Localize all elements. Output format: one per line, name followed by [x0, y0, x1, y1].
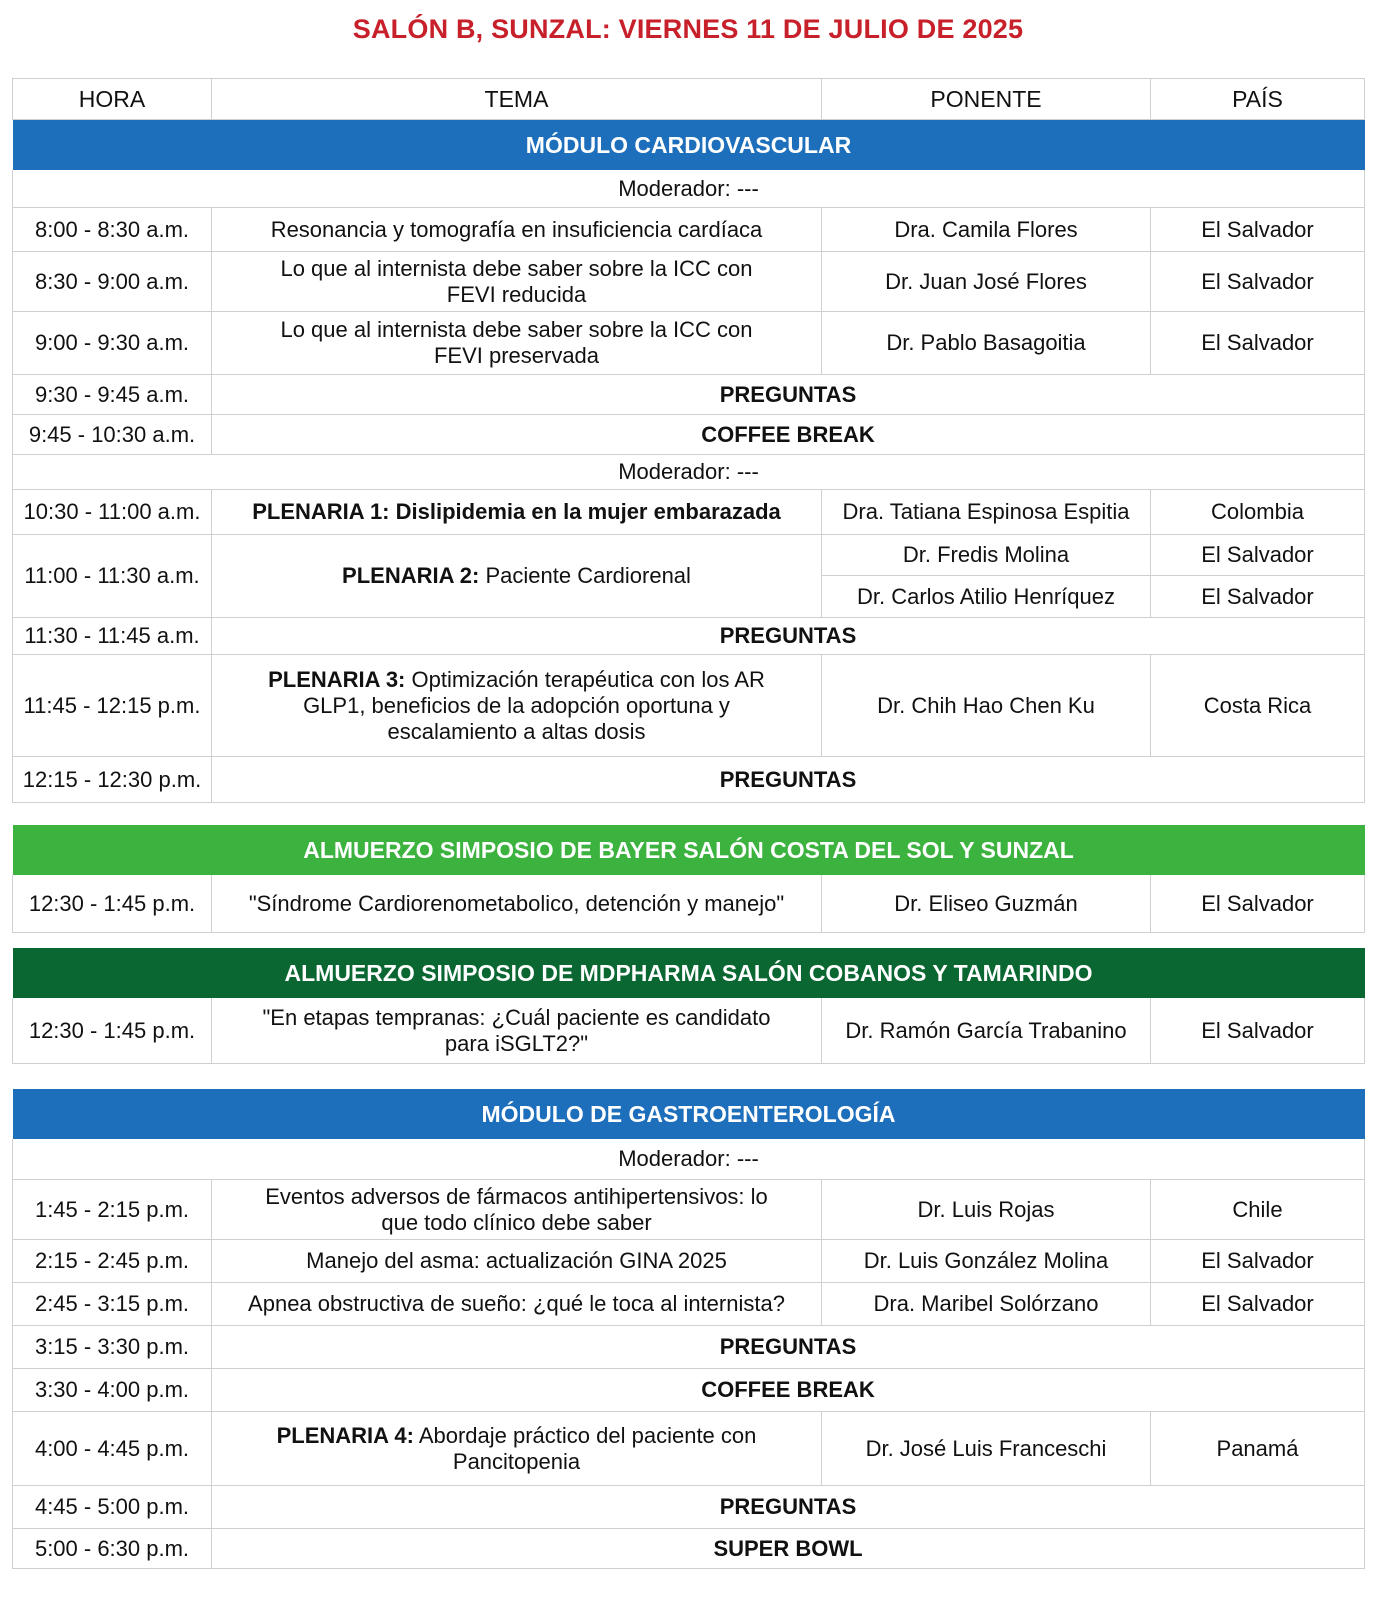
topic-line: GLP1, beneficios de la adopción oportuna y — [303, 692, 730, 718]
speaker-cell: Dr. Chih Hao Chen Ku — [822, 655, 1151, 757]
time-cell: 9:00 - 9:30 a.m. — [13, 312, 212, 375]
header-hora: HORA — [13, 79, 212, 120]
moderator-label: Moderador: --- — [13, 455, 1365, 490]
speaker-cell: Dr. Pablo Basagoitia — [822, 312, 1151, 375]
topic-cell — [212, 490, 822, 535]
country-cell: Costa Rica — [1151, 655, 1365, 757]
plenary-topic: Abordaje práctico del paciente con — [413, 1422, 757, 1448]
topic-cell: Manejo del asma: actualización GINA 2025 — [212, 1240, 822, 1283]
cardio-schedule-table — [12, 78, 1365, 803]
plenary-label: PLENARIA 2: — [342, 563, 480, 588]
topic-line: escalamiento a altas dosis — [387, 718, 646, 744]
header-pais: PAÍS — [1151, 79, 1365, 120]
topic-line: Eventos adversos de fármacos antihipertensivos: lo — [265, 1183, 768, 1209]
time-cell: 3:30 - 4:00 p.m. — [13, 1369, 212, 1412]
time-cell: 3:15 - 3:30 p.m. — [13, 1326, 212, 1369]
header-tema: TEMA — [212, 79, 822, 120]
time-cell: 4:00 - 4:45 p.m. — [13, 1412, 212, 1486]
time-cell: 12:30 - 1:45 p.m. — [13, 998, 212, 1064]
table-row — [13, 1180, 1365, 1240]
plenary-label: PLENARIA 1: — [252, 499, 390, 524]
coffee-break-row — [13, 415, 1365, 455]
questions-label: PREGUNTAS — [212, 757, 1365, 803]
time-cell: 12:30 - 1:45 p.m. — [13, 875, 212, 933]
bayer-symposium-table — [12, 824, 1365, 933]
time-cell: 8:00 - 8:30 a.m. — [13, 208, 212, 252]
time-cell: 11:30 - 11:45 a.m. — [13, 618, 212, 655]
country-cell: Colombia — [1151, 490, 1365, 535]
country-cell: El Salvador — [1151, 1240, 1365, 1283]
table-row — [13, 875, 1365, 933]
country-cell: El Salvador — [1151, 208, 1365, 252]
questions-row — [13, 618, 1365, 655]
module-title: MÓDULO DE GASTROENTEROLOGÍA — [13, 1089, 1365, 1139]
plenary-topic: Optimización terapéutica con los AR — [405, 666, 765, 692]
questions-label: PREGUNTAS — [212, 618, 1365, 655]
time-cell: 10:30 - 11:00 a.m. — [13, 490, 212, 535]
speaker-cell: Dra. Maribel Solórzano — [822, 1283, 1151, 1326]
symposium-bar — [13, 825, 1365, 875]
topic-cell — [212, 1180, 822, 1240]
speaker-cell: Dr. Carlos Atilio Henríquez — [822, 576, 1151, 618]
time-cell: 12:15 - 12:30 p.m. — [13, 757, 212, 803]
speaker-cell: Dr. Juan José Flores — [822, 252, 1151, 312]
table-row — [13, 252, 1365, 312]
topic-line: "En etapas tempranas: ¿Cuál paciente es candidato — [262, 1004, 771, 1030]
time-cell: 2:45 - 3:15 p.m. — [13, 1283, 212, 1326]
time-cell: 11:45 - 12:15 p.m. — [13, 655, 212, 757]
topic-cell — [212, 655, 822, 757]
table-row — [13, 208, 1365, 252]
moderator-row — [13, 170, 1365, 208]
questions-row — [13, 1486, 1365, 1529]
moderator-row — [13, 1139, 1365, 1180]
topic-line: Lo que al internista debe saber sobre la ICC con — [280, 317, 753, 342]
table-row — [13, 1283, 1365, 1326]
topic-cell: Apnea obstructiva de sueño: ¿qué le toca al internista? — [212, 1283, 822, 1326]
topic-line: FEVI reducida — [446, 281, 587, 307]
topic-line — [218, 1423, 815, 1449]
time-cell: 5:00 - 6:30 p.m. — [13, 1529, 212, 1569]
speaker-cell: Dr. Ramón García Trabanino — [822, 998, 1151, 1064]
country-cell: El Salvador — [1151, 576, 1365, 618]
symposium-title: ALMUERZO SIMPOSIO DE MDPHARMA SALÓN COBANOS Y TAMARINDO — [13, 948, 1365, 998]
coffee-break-label: COFFEE BREAK — [212, 1369, 1365, 1412]
header-row — [13, 79, 1365, 120]
topic-cell: Resonancia y tomografía en insuficiencia cardíaca — [212, 208, 822, 252]
speaker-cell: Dr. Luis Rojas — [822, 1180, 1151, 1240]
moderator-row — [13, 455, 1365, 490]
plenary-topic: Dislipidemia en la mujer embarazada — [389, 499, 781, 524]
questions-row — [13, 375, 1365, 415]
questions-row — [13, 757, 1365, 803]
plenary-topic: Paciente Cardiorenal — [479, 563, 691, 588]
symposium-title: ALMUERZO SIMPOSIO DE BAYER SALÓN COSTA DEL SOL Y SUNZAL — [13, 825, 1365, 875]
topic-line: para iSGLT2?" — [444, 1030, 589, 1056]
topic-line: Pancitopenia — [452, 1448, 581, 1474]
speaker-cell: Dra. Camila Flores — [822, 208, 1151, 252]
country-cell: Panamá — [1151, 1412, 1365, 1486]
plenary-row — [13, 490, 1365, 535]
questions-label: PREGUNTAS — [212, 375, 1365, 415]
time-cell: 1:45 - 2:15 p.m. — [13, 1180, 212, 1240]
time-cell: 8:30 - 9:00 a.m. — [13, 252, 212, 312]
speaker-cell: Dra. Tatiana Espinosa Espitia — [822, 490, 1151, 535]
page-title: SALÓN B, SUNZAL: VIERNES 11 DE JULIO DE 2025 — [352, 14, 1024, 44]
plenary-row — [13, 535, 1365, 576]
speaker-cell: Dr. Fredis Molina — [822, 535, 1151, 576]
speaker-cell: Dr. José Luis Franceschi — [822, 1412, 1151, 1486]
country-cell: El Salvador — [1151, 998, 1365, 1064]
time-cell: 2:15 - 2:45 p.m. — [13, 1240, 212, 1283]
questions-label: PREGUNTAS — [212, 1486, 1365, 1529]
moderator-label: Moderador: --- — [13, 1139, 1365, 1180]
topic-line: FEVI preservada — [433, 343, 600, 368]
country-cell: Chile — [1151, 1180, 1365, 1240]
symposium-bar — [13, 948, 1365, 998]
country-cell: El Salvador — [1151, 535, 1365, 576]
country-cell: El Salvador — [1151, 875, 1365, 933]
super-bowl-row — [13, 1529, 1365, 1569]
plenary-row — [13, 1412, 1365, 1486]
time-cell: 11:00 - 11:30 a.m. — [13, 535, 212, 618]
country-cell: El Salvador — [1151, 252, 1365, 312]
coffee-break-label: COFFEE BREAK — [212, 415, 1365, 455]
topic-line — [218, 667, 815, 693]
table-row — [13, 312, 1365, 375]
plenary-label: PLENARIA 4: — [276, 1422, 414, 1448]
country-cell: El Salvador — [1151, 1283, 1365, 1326]
topic-cell — [212, 312, 822, 375]
topic-cell: "Síndrome Cardiorenometabolico, detención y manejo" — [212, 875, 822, 933]
gastro-schedule-table — [12, 1088, 1365, 1569]
mdpharma-symposium-table — [12, 947, 1365, 1064]
topic-cell — [212, 252, 822, 312]
module-bar — [13, 120, 1365, 170]
topic-line: Lo que al internista debe saber sobre la ICC con — [280, 255, 753, 281]
module-bar — [13, 1089, 1365, 1139]
plenary-row — [13, 655, 1365, 757]
speaker-cell: Dr. Luis González Molina — [822, 1240, 1151, 1283]
topic-cell — [212, 998, 822, 1064]
super-bowl-label: SUPER BOWL — [212, 1529, 1365, 1569]
time-cell: 4:45 - 5:00 p.m. — [13, 1486, 212, 1529]
plenary-label: PLENARIA 3: — [268, 666, 406, 692]
country-cell: El Salvador — [1151, 312, 1365, 375]
table-row — [13, 1240, 1365, 1283]
coffee-break-row — [13, 1369, 1365, 1412]
table-row — [13, 998, 1365, 1064]
time-cell: 9:30 - 9:45 a.m. — [13, 375, 212, 415]
questions-row — [13, 1326, 1365, 1369]
topic-line: que todo clínico debe saber — [381, 1209, 652, 1235]
speaker-cell: Dr. Eliseo Guzmán — [822, 875, 1151, 933]
moderator-label: Moderador: --- — [13, 170, 1365, 208]
questions-label: PREGUNTAS — [212, 1326, 1365, 1369]
time-cell: 9:45 - 10:30 a.m. — [13, 415, 212, 455]
topic-cell — [212, 535, 822, 618]
module-title: MÓDULO CARDIOVASCULAR — [13, 120, 1365, 170]
header-ponente: PONENTE — [822, 79, 1151, 120]
topic-cell — [212, 1412, 822, 1486]
